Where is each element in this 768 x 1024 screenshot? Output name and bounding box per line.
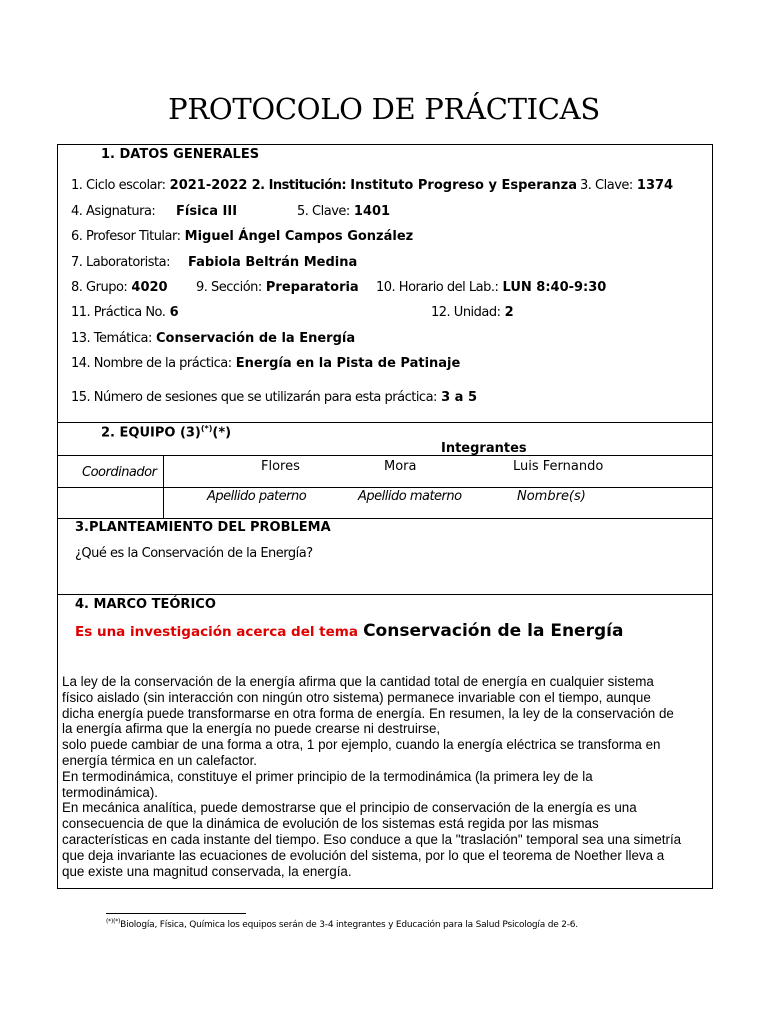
marco-heading: 4. MARCO TEÓRICO: [75, 597, 216, 612]
footnote-mark: (*)(*): [106, 918, 121, 925]
marco-line: La ley de la conservación de la energía afirma que la cantidad total de energía en cualquier sistema: [62, 674, 654, 689]
marco-line: termodinámica).: [62, 784, 158, 800]
clave5-value: 1401: [353, 204, 391, 219]
problema-question: ¿Qué es la Conservación de la Energía?: [75, 546, 313, 561]
equipo-heading-text: 2. EQUIPO (3): [101, 425, 201, 441]
nombre-practica-value: Energía en la Pista de Patinaje: [235, 356, 461, 371]
clave3: [580, 178, 673, 193]
laboratorista-label: 7. Laboratorista:: [71, 255, 170, 270]
nombre-label: Nombre(s): [517, 489, 586, 504]
footnote: [106, 918, 578, 930]
unidad-value: 2: [504, 305, 514, 320]
grupo: [71, 280, 168, 295]
marco-line: la energía afirma que la energía no puede crearse ni destruirse,: [62, 721, 441, 737]
nombre-practica: [71, 356, 460, 371]
horario-label: 10. Horario del Lab.:: [376, 280, 499, 295]
practica-label: 11. Práctica No.: [71, 305, 166, 320]
unidad-label: 12. Unidad:: [431, 305, 501, 320]
nombre-practica-label: 14. Nombre de la práctica:: [71, 356, 232, 371]
clave5-label: 5. Clave:: [297, 204, 350, 219]
marco-topic: Conservación de la Energía: [363, 621, 624, 641]
horario-value: LUN 8:40-9:30: [502, 280, 607, 295]
clave3-value: 1374: [636, 178, 674, 193]
institucion-label: 2. Institución:: [251, 178, 347, 193]
profesor-row: [71, 229, 413, 244]
marco-line: características en cada instante del tiempo. Eso conduce a que la "traslación" temporal sea una simetría: [62, 831, 682, 847]
unidad: [431, 305, 514, 320]
problema-heading: 3.PLANTEAMIENTO DEL PROBLEMA: [75, 520, 331, 535]
grupo-label: 8. Grupo:: [71, 280, 128, 295]
practica: [71, 305, 179, 320]
marco-line: energía térmica en un calefactor.: [62, 752, 258, 768]
profesor-label: 6. Profesor Titular:: [71, 229, 181, 244]
equipo-heading-sup: (*): [200, 424, 213, 433]
seccion-label: 9. Sección:: [196, 280, 262, 295]
ciclo-label: 1. Ciclo escolar:: [71, 178, 166, 193]
equipo-row-divider-1: [57, 455, 713, 456]
sesiones: [71, 390, 477, 405]
horario: [376, 280, 606, 295]
footnote-text: Biología, Física, Química los equipos serán de 3-4 integrantes y Educación para la Salud Psicología de 2-6.: [120, 920, 578, 930]
marco-line: solo puede cambiar de una forma a otra, 1 por ejemplo, cuando la energía eléctrica se transforma en: [62, 737, 661, 753]
apellido-paterno-value: Flores: [261, 459, 300, 474]
equipo-heading: [101, 424, 231, 440]
seccion-value: Preparatoria: [265, 280, 359, 295]
coordinador-label: Coordinador: [82, 465, 157, 480]
marco-line: físico aislado (sin interacción con ningún otro sistema) permanece invariable con el tiempo, aunque: [62, 689, 651, 705]
page-title: PROTOCOLO DE PRÁCTICAS: [168, 92, 600, 126]
clave3-label: 3. Clave:: [580, 178, 633, 193]
seccion: [196, 280, 359, 295]
sesiones-value: 3 a 5: [441, 390, 477, 405]
grupo-value: 4020: [131, 280, 168, 295]
footnote-rule: [106, 913, 246, 914]
institucion-value: Instituto Progreso y Esperanza: [350, 178, 578, 193]
equipo-heading-tail: (*): [212, 425, 232, 441]
marco-intro-row: [75, 621, 623, 641]
clave5: [297, 204, 390, 219]
equipo-row-divider-2: [57, 487, 713, 488]
practica-value: 6: [169, 305, 179, 320]
laboratorista-value: Fabiola Beltrán Medina: [188, 255, 358, 270]
apellido-materno-label: Apellido materno: [358, 489, 462, 504]
marco-paragraph: [62, 674, 710, 879]
marco-line: En termodinámica, constituye el primer principio de la termodinámica (la primera ley de la: [62, 768, 593, 784]
apellido-materno-value: Mora: [384, 459, 417, 474]
asignatura-label: 4. Asignatura:: [71, 204, 156, 219]
datos-generales-heading: 1. DATOS GENERALES: [101, 147, 260, 162]
marco-line: dicha energía puede transformarse en otra forma de energía. En resumen, la ley de la conservación de: [62, 705, 674, 721]
nombre-value: Luis Fernando: [513, 459, 604, 474]
ciclo-value: 2021-2022: [169, 178, 248, 193]
profesor-value: Miguel Ángel Campos González: [184, 229, 414, 244]
tematica-value: Conservación de la Energía: [156, 331, 356, 346]
asignatura-value: Física III: [176, 204, 238, 219]
marco-line: que existe una magnitud conservada, la energía.: [62, 863, 352, 879]
marco-line: En mecánica analítica, puede demostrarse que el principio de conservación de la energía es una: [62, 800, 637, 816]
sesiones-label: 15. Número de sesiones que se utilizarán para esta práctica:: [71, 390, 437, 405]
integrantes-header: Integrantes: [441, 441, 527, 456]
marco-intro: Es una investigación acerca del tema: [75, 624, 358, 640]
marco-line: consecuencia de que la dinámica de evolución de los sistemas está regida por las mismas: [62, 816, 599, 832]
marco-line: que deja invariante las ecuaciones de evolución del sistema, por lo que el teorema de Noether lleva a: [62, 847, 665, 863]
tematica: [71, 331, 355, 346]
equipo-col-divider: [163, 455, 164, 518]
apellido-paterno-label: Apellido paterno: [207, 489, 307, 504]
row-1: [71, 178, 577, 193]
tematica-label: 13. Temática:: [71, 331, 152, 346]
